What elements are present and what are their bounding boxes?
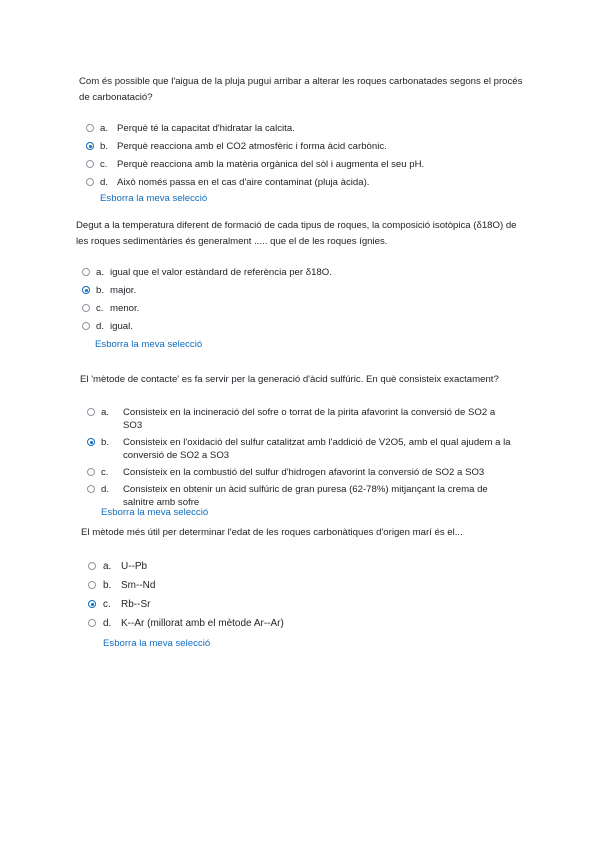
option-text[interactable]: major. [110,285,137,296]
option-c[interactable] [87,466,517,479]
option-letter: c. [96,303,104,314]
option-letter: a. [101,407,110,418]
radio-button[interactable] [82,322,90,330]
radio-button[interactable] [86,142,94,150]
clear-selection-link[interactable]: Esborra la meva selecció [95,339,203,350]
question-3 [80,372,530,518]
question-4 [81,525,531,649]
radio-button[interactable] [86,160,94,168]
option-a[interactable] [87,406,517,432]
option-text[interactable]: Això només passa en el cas d'aire contaminat (pluja àcida). [117,177,370,188]
option-letter: d. [100,177,109,188]
question-1 [79,74,529,204]
radio-button[interactable] [87,468,95,476]
option-text[interactable]: Rb--Sr [121,599,151,610]
option-text[interactable]: Consisteix en obtenir un àcid sulfúric de gran puresa (62-78%) mitjançant la crema de salnitre amb sofre [123,484,488,508]
option-letter: d. [101,484,110,495]
option-letter: b. [96,285,105,296]
option-letter: c. [100,159,108,170]
clear-selection-link[interactable]: Esborra la meva selecció [100,193,208,204]
option-text[interactable]: Perquè reacciona amb el CO2 atmosfèric i forma àcid carbònic. [117,141,387,152]
option-letter: d. [103,618,112,629]
option-c[interactable] [82,302,502,315]
option-text[interactable]: Consisteix en la combustió del sulfur d'hidrogen afavorint la conversió de SO2 a SO3 [123,467,485,478]
option-a[interactable] [86,122,506,135]
option-text[interactable]: Perquè reacciona amb la matèria orgànica del sòl i augmenta el seu pH. [117,159,425,170]
radio-button[interactable] [82,268,90,276]
option-text[interactable]: Consisteix en l'oxidació del sulfur catalitzat amb l'addició de V2O5, amb el qual ajudem a la conversió de SO2 a SO3 [123,437,511,461]
option-letter: a. [96,267,105,278]
option-text[interactable]: Perquè té la capacitat d'hidratar la calcita. [117,123,295,134]
radio-button[interactable] [87,438,95,446]
option-text[interactable]: U--Pb [121,561,148,572]
option-a[interactable] [88,560,508,573]
radio-button[interactable] [88,581,96,589]
option-d[interactable] [88,617,508,630]
radio-button[interactable] [88,600,96,608]
question-text: Com és possible que l'aigua de la pluja pugui arribar a alterar les roques carbonatades segons el procés de carbonatació? [79,76,523,103]
option-text[interactable]: Sm--Nd [121,580,156,591]
option-a[interactable] [82,266,502,279]
radio-button[interactable] [82,286,90,294]
option-text[interactable]: igual que el valor estàndard de referència per δ18O. [110,267,332,278]
option-d[interactable] [87,483,517,509]
radio-button[interactable] [86,178,94,186]
radio-button[interactable] [87,485,95,493]
option-letter: b. [101,437,110,448]
answer-options [86,122,506,194]
option-text[interactable]: menor. [110,303,140,314]
clear-selection-link[interactable]: Esborra la meva selecció [103,638,211,649]
option-b[interactable] [86,140,506,153]
option-b[interactable] [87,436,517,462]
radio-button[interactable] [88,619,96,627]
option-letter: a. [103,561,112,572]
option-d[interactable] [82,320,502,333]
option-letter: a. [100,123,109,134]
option-b[interactable] [82,284,502,297]
option-letter: b. [100,141,109,152]
question-text: El mètode més útil per determinar l'edat de les roques carbonàtiques d'origen marí és el... [81,527,463,538]
option-letter: b. [103,580,112,591]
radio-button[interactable] [88,562,96,570]
option-letter: d. [96,321,105,332]
clear-selection-link[interactable]: Esborra la meva selecció [101,507,209,518]
radio-button[interactable] [87,408,95,416]
option-b[interactable] [88,579,508,592]
option-text[interactable]: K--Ar (millorat amb el mètode Ar--Ar) [121,618,284,629]
option-letter: c. [103,599,111,610]
question-text: Degut a la temperatura diferent de formació de cada tipus de roques, la composició isotòpica (δ18O) de les roques sedimentàries és generalment ..... que el de les roques ígnies. [76,220,517,247]
option-c[interactable] [86,158,506,171]
answer-options [87,406,517,513]
answer-options [82,266,502,338]
option-letter: c. [101,467,109,478]
question-text: El 'mètode de contacte' es fa servir per la generació d'àcid sulfúric. En què consisteix exactament? [80,374,499,385]
question-2 [76,218,531,350]
radio-button[interactable] [86,124,94,132]
option-d[interactable] [86,176,506,189]
option-c[interactable] [88,598,508,611]
answer-options [88,560,508,636]
option-text[interactable]: igual. [110,321,133,332]
option-text[interactable]: Consisteix en la incineració del sofre o torrat de la pirita afavorint la conversió de SO2 a SO3 [123,407,496,431]
radio-button[interactable] [82,304,90,312]
